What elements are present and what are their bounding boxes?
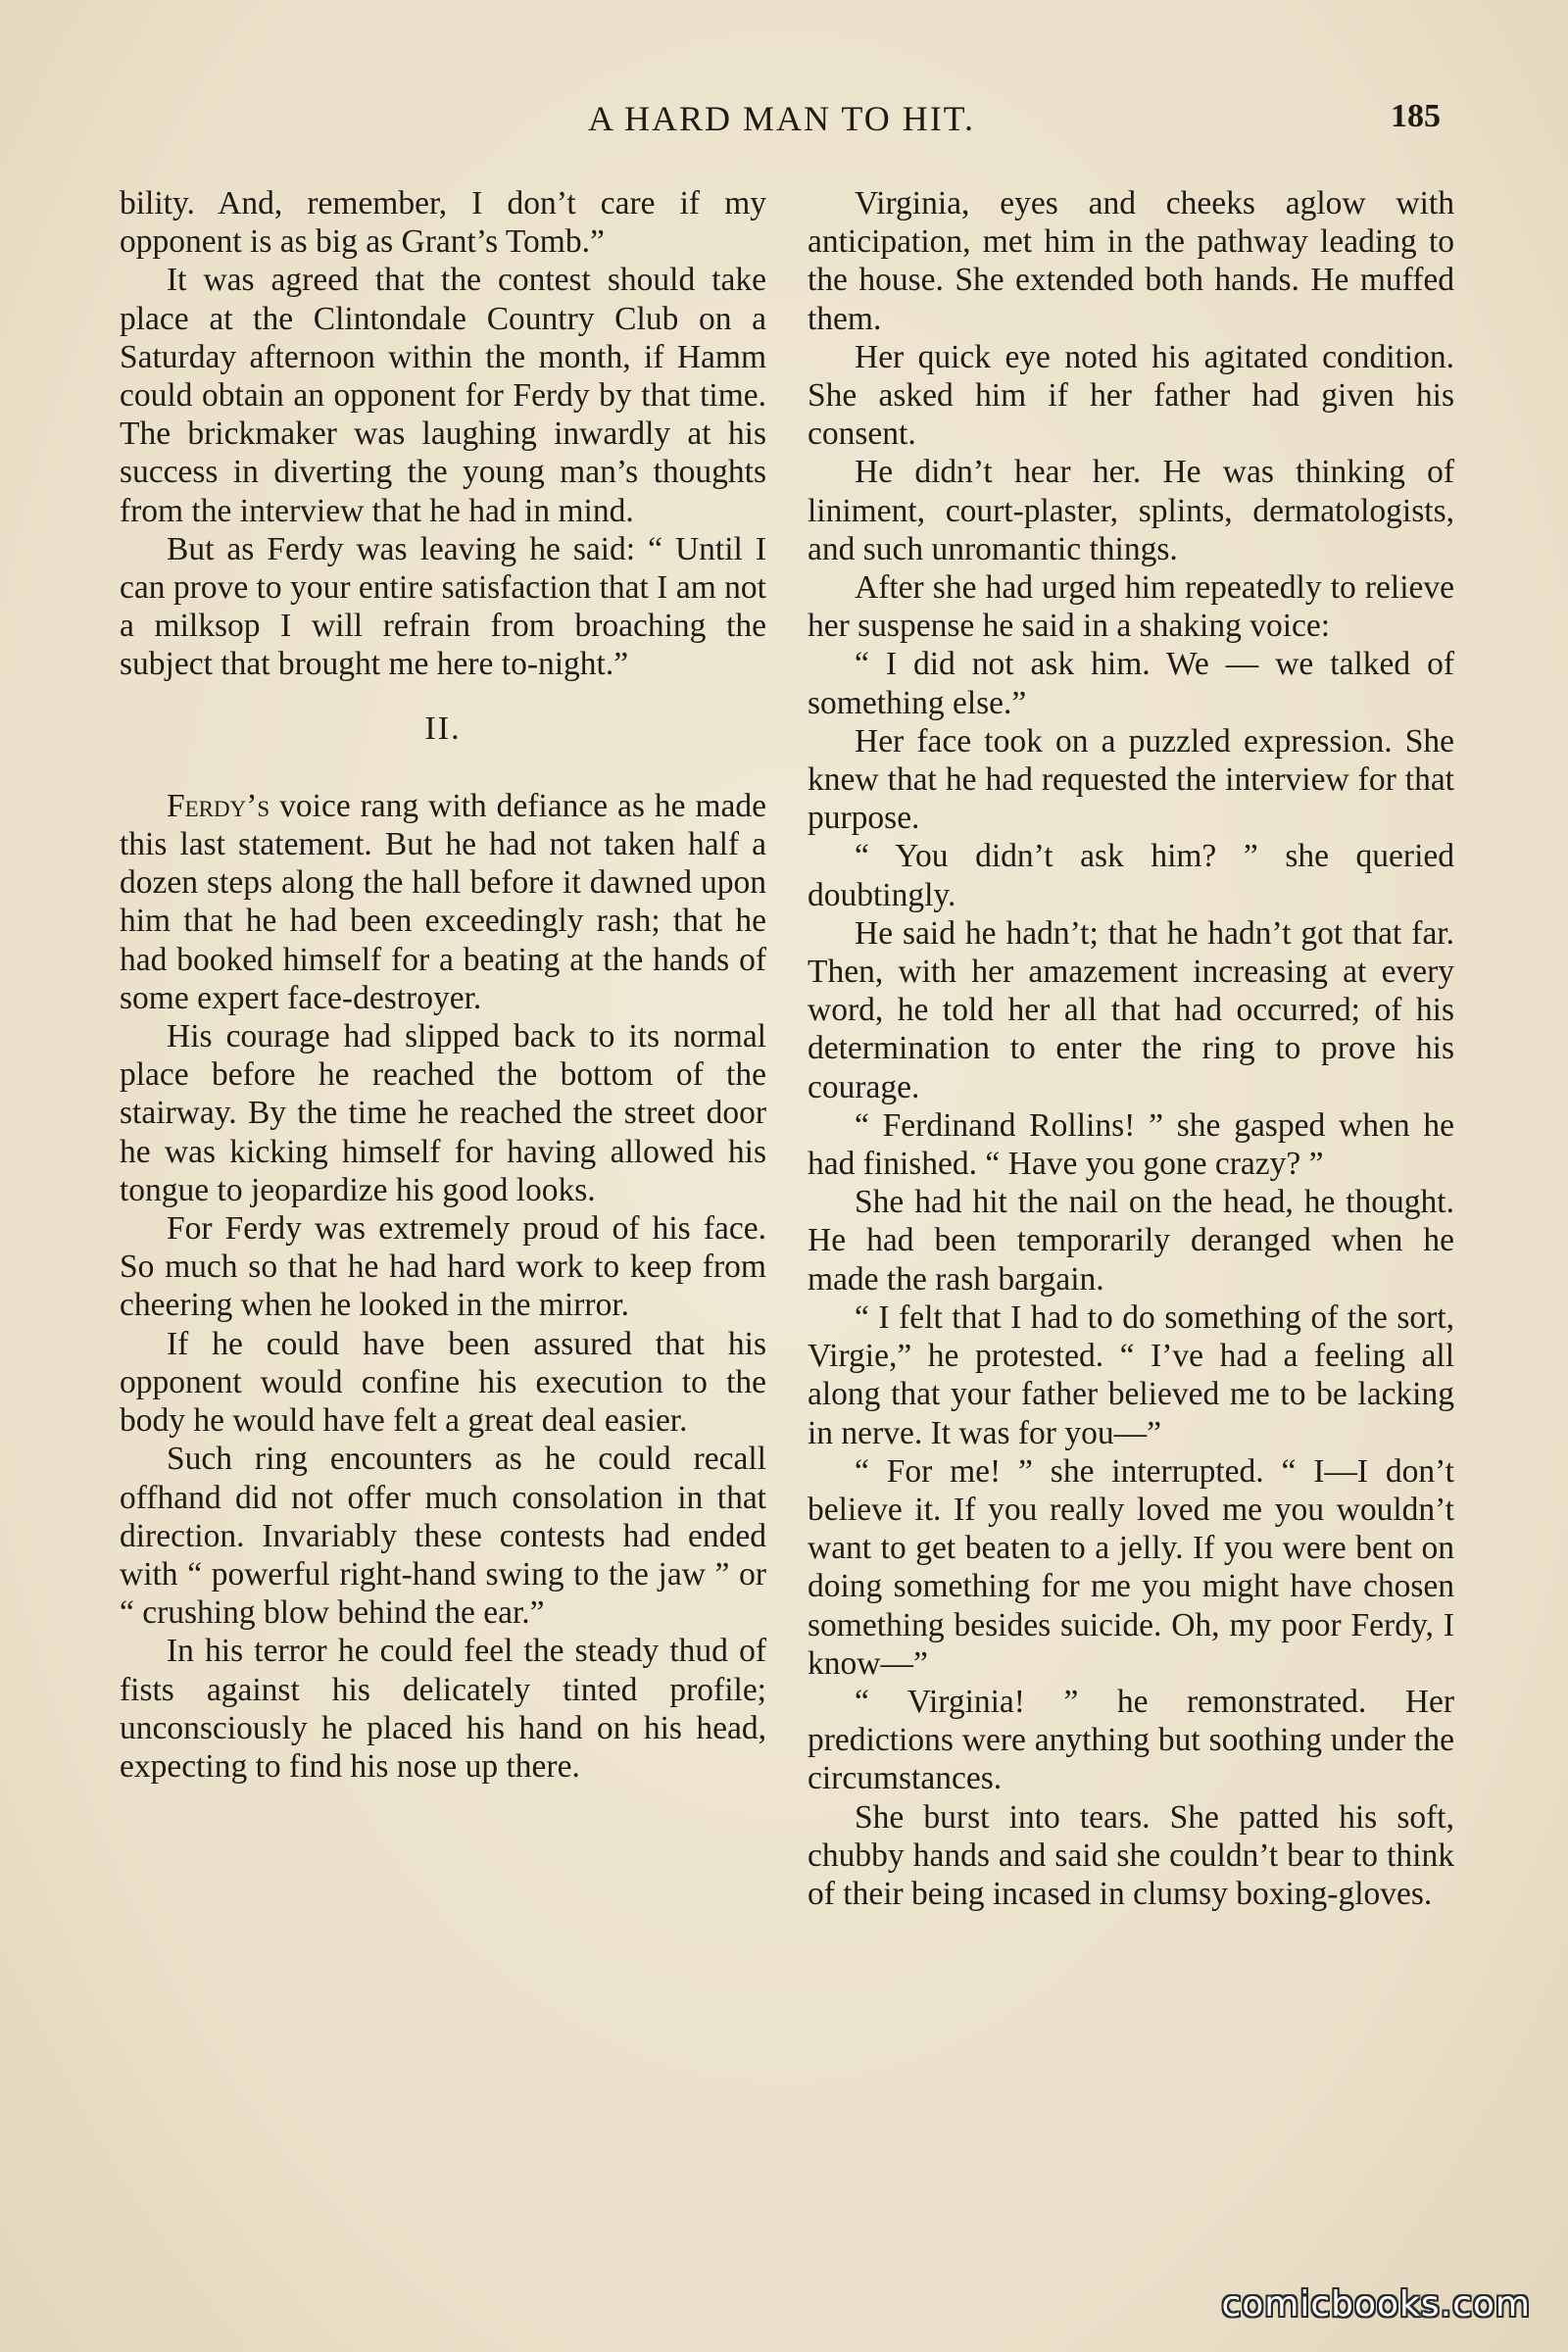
paragraph: After she had urged him repeatedly to relieve her suspense he said in a shaking voice: (808, 569, 1454, 645)
paragraph: His courage had slipped back to its normal place before he reached the bottom of the stairway. By the time he reached the street door he was kicking himself for having allowed his tongue to jeopardize his good looks. (120, 1018, 766, 1208)
paragraph: He didn’t hear her. He was thinking of liniment, court-plaster, splints, dermatologists, and such unromantic things. (808, 454, 1454, 567)
section-lead-text: voice rang with defiance as he made this last statement. But he had not taken half a dozen steps along the hall before it dawned upon him that he had been exceedingly rash; that he had booked himself for a beating at the hands of some expert face-destroyer. (120, 787, 766, 1016)
paragraph: If he could have been assured that his opponent would confine his execution to the body he would have felt a great deal easier. (120, 1325, 766, 1440)
paragraph: “ Virginia! ” he remonstrated. Her predictions were anything but soothing under the circumstances. (808, 1683, 1454, 1797)
paragraph: She burst into tears. She patted his soft, chubby hands and said she couldn’t bear to think of their being incased in clumsy boxing-gloves. (808, 1798, 1454, 1912)
paragraph: But as Ferdy was leaving he said: “ Until I can prove to your entire satisfaction that I am not a milksop I will refrain from broaching the subject that brought me here to-night.” (120, 530, 766, 683)
paragraph: Virginia, eyes and cheeks aglow with anticipation, met him in the pathway leading to the house. She extended both hands. He muffed them. (808, 185, 1454, 337)
paragraph: bility. And, remember, I don’t care if my opponent is as big as Grant’s Tomb.” (120, 185, 766, 261)
section-heading: II. (424, 710, 462, 747)
left-column (120, 184, 766, 1786)
page-header (122, 98, 1441, 147)
paragraph: Such ring encounters as he could recall offhand did not offer much consolation in that direction. Invariably these contests had ended with “ powerful right-hand swing to the jaw ” or “ crushing blow behind the ear.” (120, 1441, 766, 1632)
watermark: comicbooks.com (1221, 2284, 1531, 2325)
paragraph: “ You didn’t ask him? ” she queried doubtingly. (808, 838, 1454, 913)
paragraph: In his terror he could feel the steady thud of fists against his delicately tinted profile; unconsciously he placed his hand on his head, expecting to find his nose up there. (120, 1633, 766, 1785)
paragraph: She had hit the nail on the head, he thought. He had been temporarily deranged when he made the rash bargain. (808, 1184, 1454, 1298)
right-column (808, 184, 1454, 1913)
paragraph: It was agreed that the contest should take place at the Clintondale Country Club on a Saturday afternoon within the month, if Hamm could obtain an opponent for Ferdy by that time. The brickmaker was laughing inwardly at his success in diverting the young man’s thoughts from the interview that he had in mind. (120, 262, 766, 529)
paragraph: Her face took on a puzzled expression. She knew that he had requested the interview for that purpose. (808, 722, 1454, 837)
paragraph (120, 787, 766, 1017)
paragraph: For Ferdy was extremely proud of his face. So much so that he had hard work to keep from cheering when he looked in the mirror. (120, 1210, 766, 1324)
paragraph: Her quick eye noted his agitated condition. She asked him if her father had given his consent. (808, 338, 1454, 453)
paragraph: “ Ferdinand Rollins! ” she gasped when he had finished. “ Have you gone crazy? ” (808, 1106, 1454, 1183)
running-title: A HARD MAN TO HIT. (587, 99, 975, 138)
paragraph: He said he hadn’t; that he hadn’t got that far. Then, with her amazement increasing at every word, he told her all that had occurred; of his determination to enter the ring to prove his courage. (808, 914, 1454, 1105)
paragraph: “ I did not ask him. We — we talked of something else.” (808, 646, 1454, 721)
section-lead-word: Ferdy’s (167, 787, 270, 824)
paragraph: “ For me! ” she interrupted. “ I—I don’t believe it. If you really loved me you wouldn’t want to get beaten to a jelly. If you were bent on doing something for me you might have chosen something besides suicide. Oh, my poor Ferdy, I know—” (808, 1452, 1454, 1682)
page-number: 185 (1391, 98, 1441, 134)
paragraph: “ I felt that I had to do something of the sort, Virgie,” he protested. “ I’ve had a feeling all along that your father believed me to be lacking in nerve. It was for you—” (808, 1298, 1454, 1451)
